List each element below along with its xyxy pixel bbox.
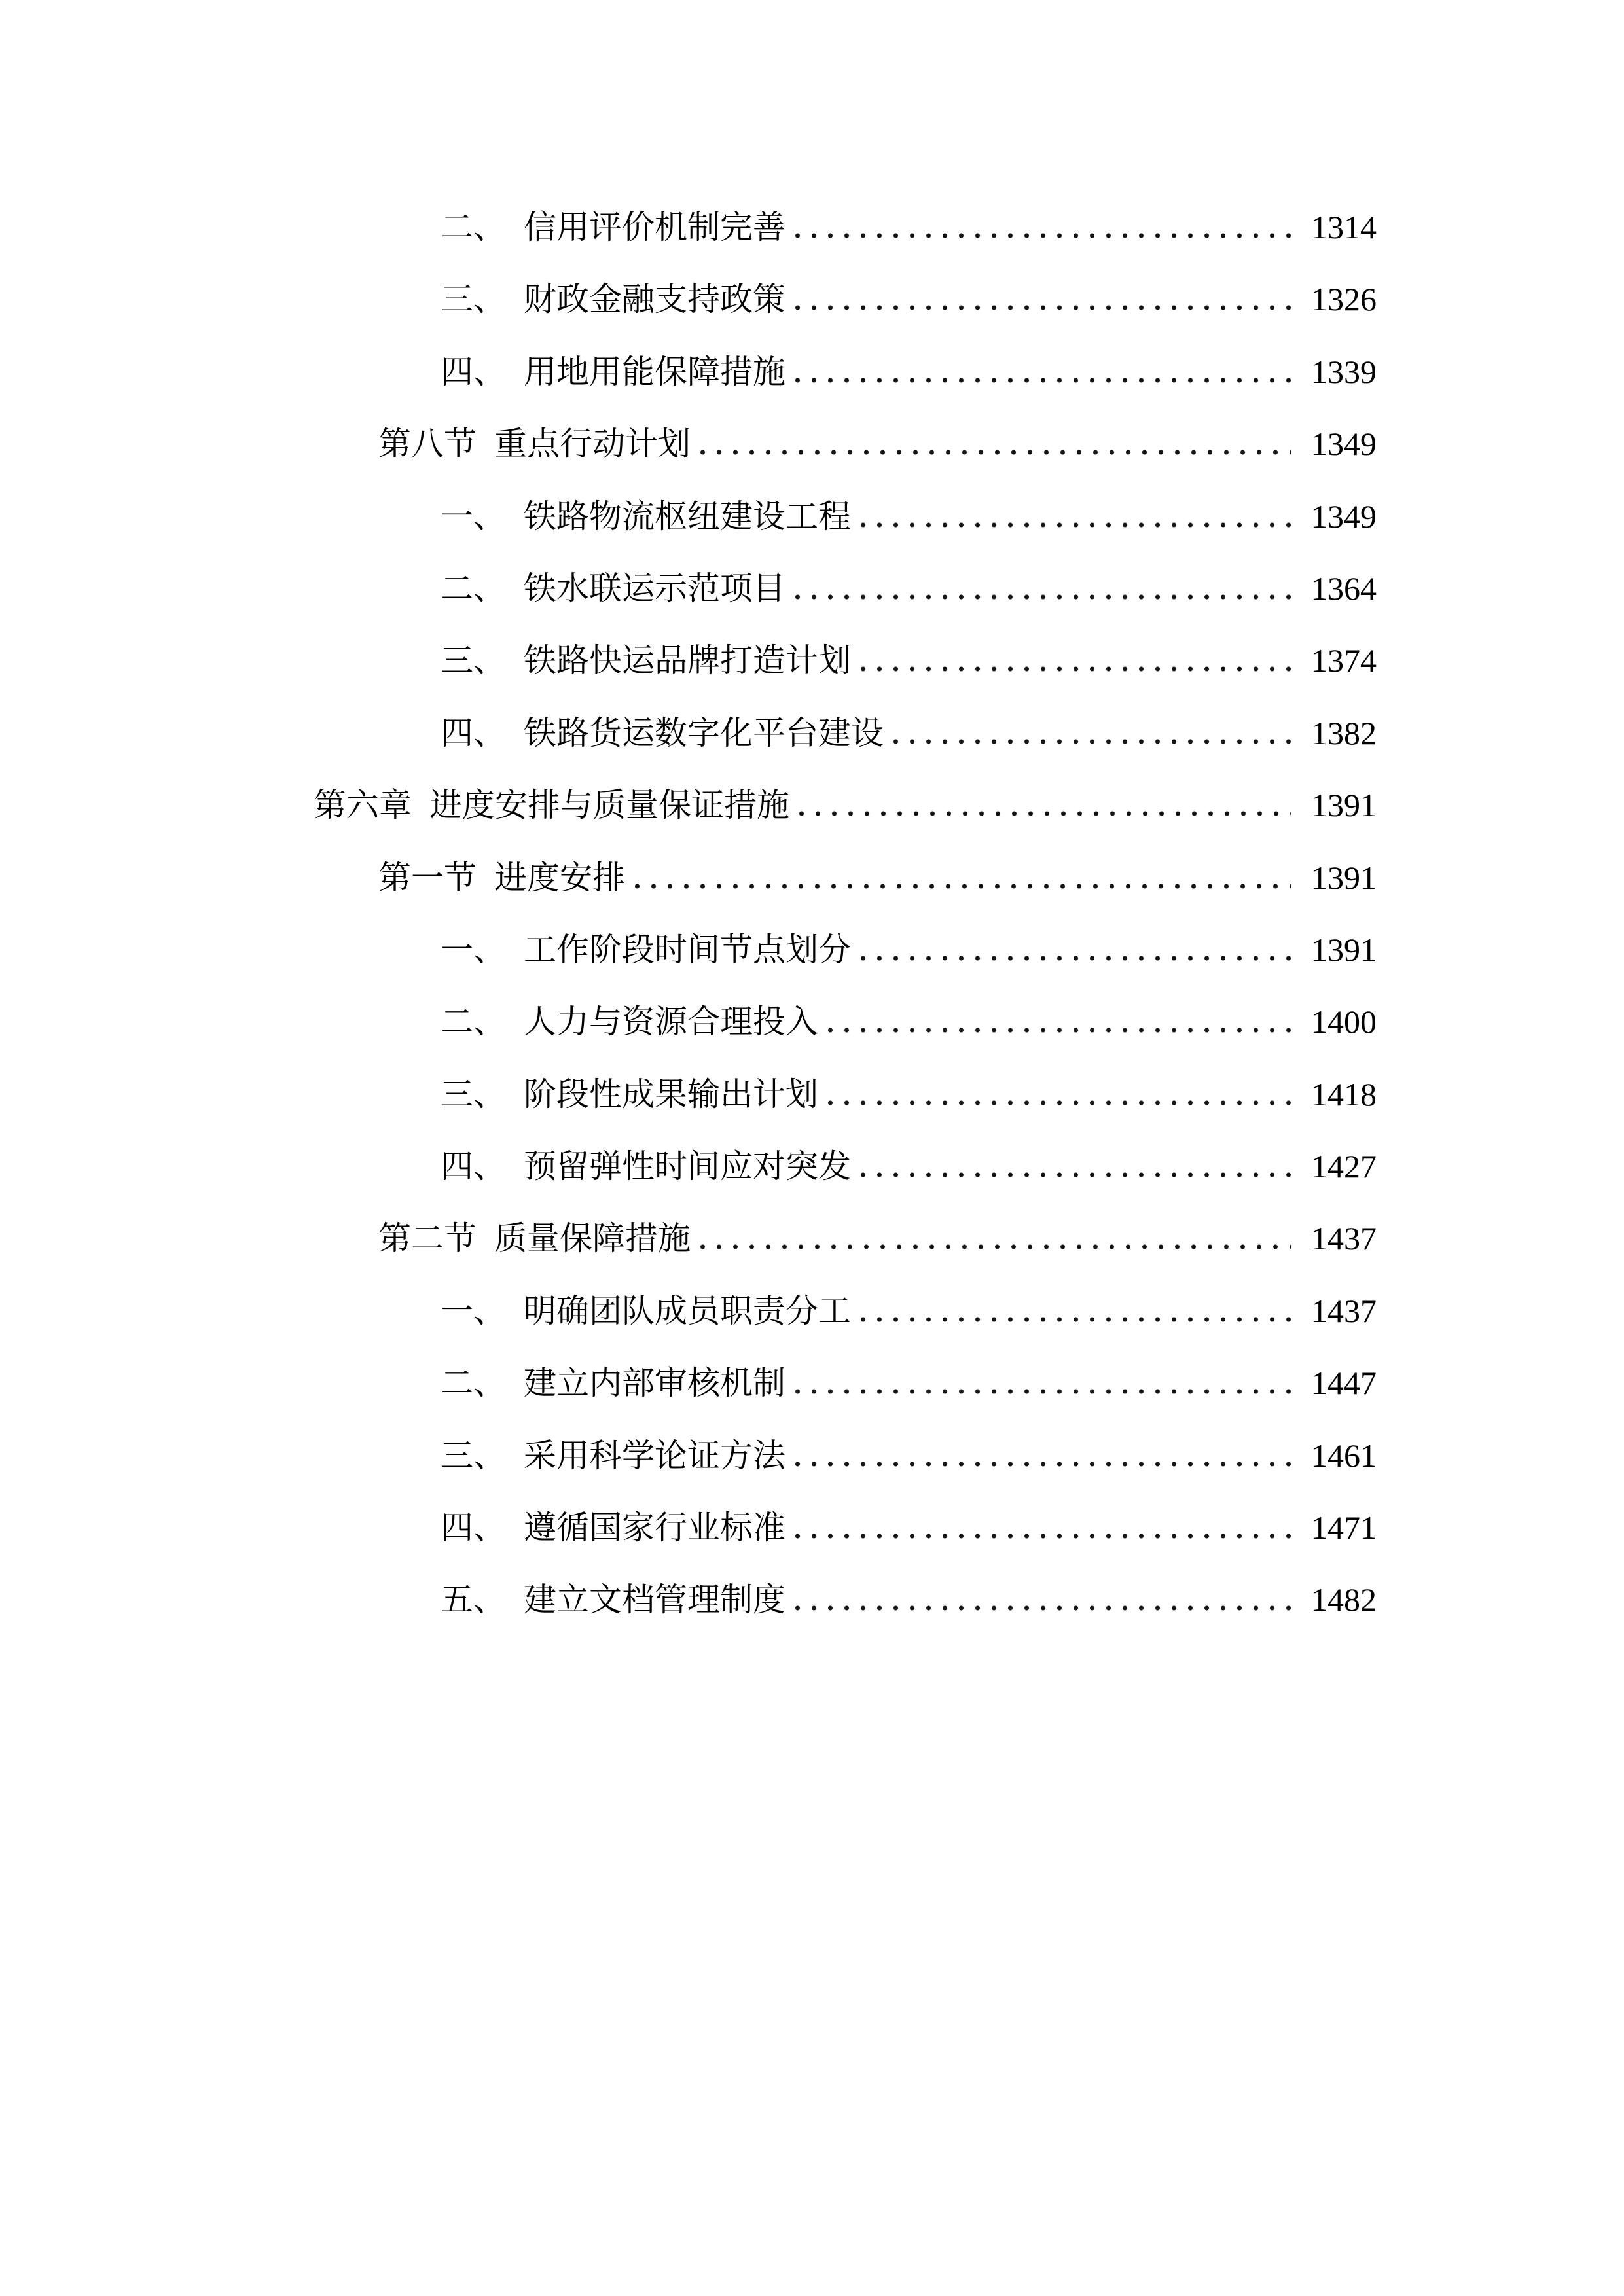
toc-entry-item (0, 569, 1624, 644)
dot-leader (795, 1389, 1291, 1394)
toc-entry-item (0, 1367, 1624, 1439)
toc-entry-title: 阶段性成果输出计划 (524, 1075, 818, 1113)
toc-entry-page-number: 1326 (1311, 281, 1377, 318)
toc-entry-page-number: 1471 (1311, 1509, 1377, 1547)
toc-entry-page-number: 1349 (1311, 497, 1377, 535)
toc-entry-title: 铁路货运数字化平台建设 (524, 714, 884, 751)
toc-entry-page-number: 1391 (1311, 859, 1377, 896)
toc-entry-page-number: 1364 (1311, 569, 1377, 607)
toc-entry-section (0, 1222, 1624, 1294)
toc-entry-title: 铁路物流枢纽建设工程 (524, 497, 851, 535)
toc-entry-title: 工作阶段时间节点划分 (524, 931, 851, 968)
toc-entry-chapter (0, 789, 1624, 861)
toc-entry-title: 采用科学论证方法 (524, 1437, 785, 1474)
toc-entry-title: 质量保障措施 (494, 1220, 691, 1257)
toc-entry-item (0, 355, 1624, 427)
toc-entry-label: 二、 (441, 569, 506, 607)
toc-entry-label: 一、 (441, 1292, 506, 1329)
dot-leader (700, 1244, 1291, 1249)
toc-entry-item (0, 644, 1624, 716)
toc-entry-title: 人力与资源合理投入 (524, 1003, 818, 1041)
toc-entry-label: 三、 (441, 1075, 506, 1113)
dot-leader (795, 594, 1291, 600)
toc-entry-title: 铁路快运品牌打造计划 (524, 642, 851, 679)
dot-leader (799, 811, 1291, 816)
dot-leader (893, 739, 1291, 744)
toc-entry-item (0, 283, 1624, 355)
dot-leader (635, 884, 1291, 889)
dot-leader (795, 1462, 1291, 1467)
toc-list (0, 211, 1624, 1656)
toc-entry-item (0, 497, 1624, 572)
dot-leader (861, 666, 1291, 672)
toc-entry-title: 重点行动计划 (494, 425, 691, 463)
dot-leader (795, 1534, 1291, 1539)
toc-entry-item (0, 933, 1624, 1005)
dot-leader (828, 1028, 1291, 1033)
toc-entry-label: 一、 (441, 931, 506, 968)
toc-entry-item (0, 1292, 1624, 1367)
toc-entry-item (0, 714, 1624, 789)
dot-leader (861, 1317, 1291, 1322)
toc-entry-page-number: 1437 (1311, 1220, 1377, 1257)
toc-entry-title: 信用评价机制完善 (524, 209, 785, 245)
toc-entry-title: 铁水联运示范项目 (524, 569, 785, 607)
toc-entry-title: 进度安排 (494, 859, 625, 896)
toc-entry-section (0, 861, 1624, 933)
toc-entry-item (0, 1583, 1624, 1655)
toc-entry-label: 第二节 (378, 1220, 477, 1257)
toc-entry-page-number: 1461 (1311, 1437, 1377, 1474)
dot-leader (828, 1100, 1291, 1105)
dot-leader (795, 1605, 1291, 1611)
toc-entry-label: 五、 (441, 1581, 506, 1619)
dot-leader (861, 956, 1291, 961)
toc-entry-page-number: 1437 (1311, 1292, 1377, 1329)
toc-entry-label: 四、 (441, 1148, 506, 1185)
toc-entry-label: 一、 (441, 497, 506, 535)
toc-entry-page-number: 1482 (1311, 1581, 1377, 1619)
toc-entry-page-number: 1391 (1311, 931, 1377, 968)
toc-entry-item (0, 1005, 1624, 1077)
toc-entry-label: 三、 (441, 642, 506, 679)
toc-entry-page-number: 1349 (1311, 425, 1377, 463)
dot-leader (861, 522, 1291, 528)
toc-entry-item (0, 1511, 1624, 1583)
toc-entry-page-number: 1314 (1311, 209, 1377, 245)
toc-entry-page-number: 1400 (1311, 1003, 1377, 1041)
toc-entry-title: 进度安排与质量保证措施 (429, 787, 789, 824)
toc-entry-page-number: 1339 (1311, 353, 1377, 390)
toc-entry-title: 建立文档管理制度 (524, 1581, 785, 1619)
toc-entry-item (0, 1150, 1624, 1222)
toc-entry-title: 预留弹性时间应对突发 (524, 1148, 851, 1185)
toc-entry-title: 遵循国家行业标准 (524, 1509, 785, 1547)
dot-leader (700, 450, 1291, 455)
toc-entry-item (0, 211, 1624, 283)
toc-entry-label: 四、 (441, 714, 506, 751)
dot-leader (795, 233, 1291, 238)
toc-entry-title: 财政金融支持政策 (524, 281, 785, 318)
toc-entry-label: 三、 (441, 1437, 506, 1474)
toc-entry-label: 第一节 (378, 859, 477, 896)
toc-entry-label: 二、 (441, 209, 506, 245)
toc-entry-page-number: 1382 (1311, 714, 1377, 751)
toc-entry-label: 二、 (441, 1365, 506, 1402)
dot-leader (795, 378, 1291, 383)
toc-entry-title: 建立内部审核机制 (524, 1365, 785, 1402)
toc-entry-title: 用地用能保障措施 (524, 353, 785, 390)
dot-leader (795, 305, 1291, 310)
toc-entry-label: 第八节 (378, 425, 477, 463)
toc-entry-page-number: 1374 (1311, 642, 1377, 679)
toc-entry-label: 二、 (441, 1003, 506, 1041)
toc-entry-label: 第六章 (314, 787, 412, 824)
toc-entry-page-number: 1418 (1311, 1075, 1377, 1113)
toc-entry-section (0, 427, 1624, 499)
toc-entry-item (0, 1075, 1624, 1150)
dot-leader (861, 1172, 1291, 1177)
toc-entry-page-number: 1427 (1311, 1148, 1377, 1185)
toc-entry-label: 三、 (441, 281, 506, 318)
toc-entry-label: 四、 (441, 353, 506, 390)
toc-entry-title: 明确团队成员职责分工 (524, 1292, 851, 1329)
toc-entry-item (0, 1439, 1624, 1511)
toc-entry-label: 四、 (441, 1509, 506, 1547)
toc-entry-page-number: 1391 (1311, 787, 1377, 824)
toc-entry-page-number: 1447 (1311, 1365, 1377, 1402)
